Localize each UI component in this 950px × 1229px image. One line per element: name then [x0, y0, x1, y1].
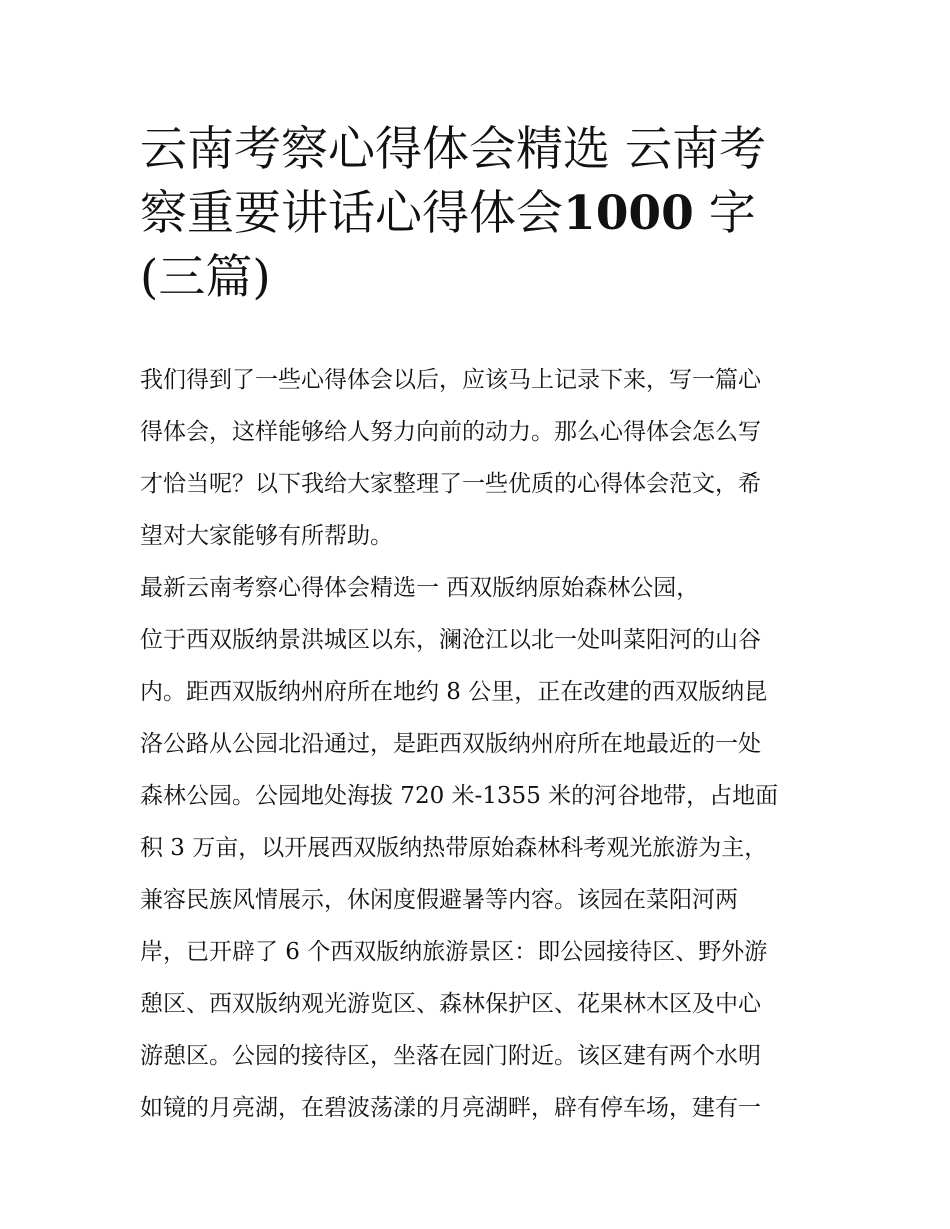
title-unit: 字 — [708, 186, 756, 241]
body-line: 望对大家能够有所帮助。 — [140, 523, 393, 549]
title-number: 1000 — [563, 186, 694, 241]
document-title — [140, 118, 830, 310]
section-heading-line: 最新云南考察心得体会精选一 西双版纳原始森林公园， — [140, 575, 700, 601]
body-line: 我们得到了一些心得体会以后，应该马上记录下来，写一篇心 — [140, 367, 761, 393]
body-line: 得体会，这样能够给人努力向前的动力。那么心得体会怎么写 — [140, 419, 761, 445]
body-line: 森林公园。公园地处海拔 720 米-1355 米的河谷地带，占地面 — [140, 783, 779, 809]
body-line: 洛公路从公园北沿通过，是距西双版纳州府所在地最近的一处 — [140, 731, 761, 757]
body-line: 内。距西双版纳州府所在地约 8 公里，正在改建的西双版纳昆 — [140, 679, 768, 705]
body-line: 如镜的月亮湖，在碧波荡漾的月亮湖畔，辟有停车场，建有一 — [140, 1095, 761, 1121]
body-line: 兼容民族风情展示，休闲度假避暑等内容。该园在菜阳河两 — [140, 887, 738, 913]
body-line: 位于西双版纳景洪城区以东，澜沧江以北一处叫菜阳河的山谷 — [140, 627, 761, 653]
body-line: 岸，已开辟了 6 个西双版纳旅游景区：即公园接待区、野外游 — [140, 939, 768, 965]
body-line: 憩区、西双版纳观光游览区、森林保护区、花果林木区及中心 — [140, 991, 761, 1017]
document-body — [140, 362, 830, 1142]
title-line-2 — [140, 182, 830, 246]
title-line-2-text: 察重要讲话心得体会 — [140, 186, 563, 241]
title-line-1: 云南考察心得体会精选 云南考 — [140, 122, 766, 177]
body-line: 游憩区。公园的接待区，坐落在园门附近。该区建有两个水明 — [140, 1043, 761, 1069]
title-line-3: (三篇) — [140, 250, 271, 305]
body-line: 积 3 万亩，以开展西双版纳热带原始森林科考观光旅游为主， — [140, 835, 768, 861]
body-line: 才恰当呢？以下我给大家整理了一些优质的心得体会范文，希 — [140, 471, 761, 497]
